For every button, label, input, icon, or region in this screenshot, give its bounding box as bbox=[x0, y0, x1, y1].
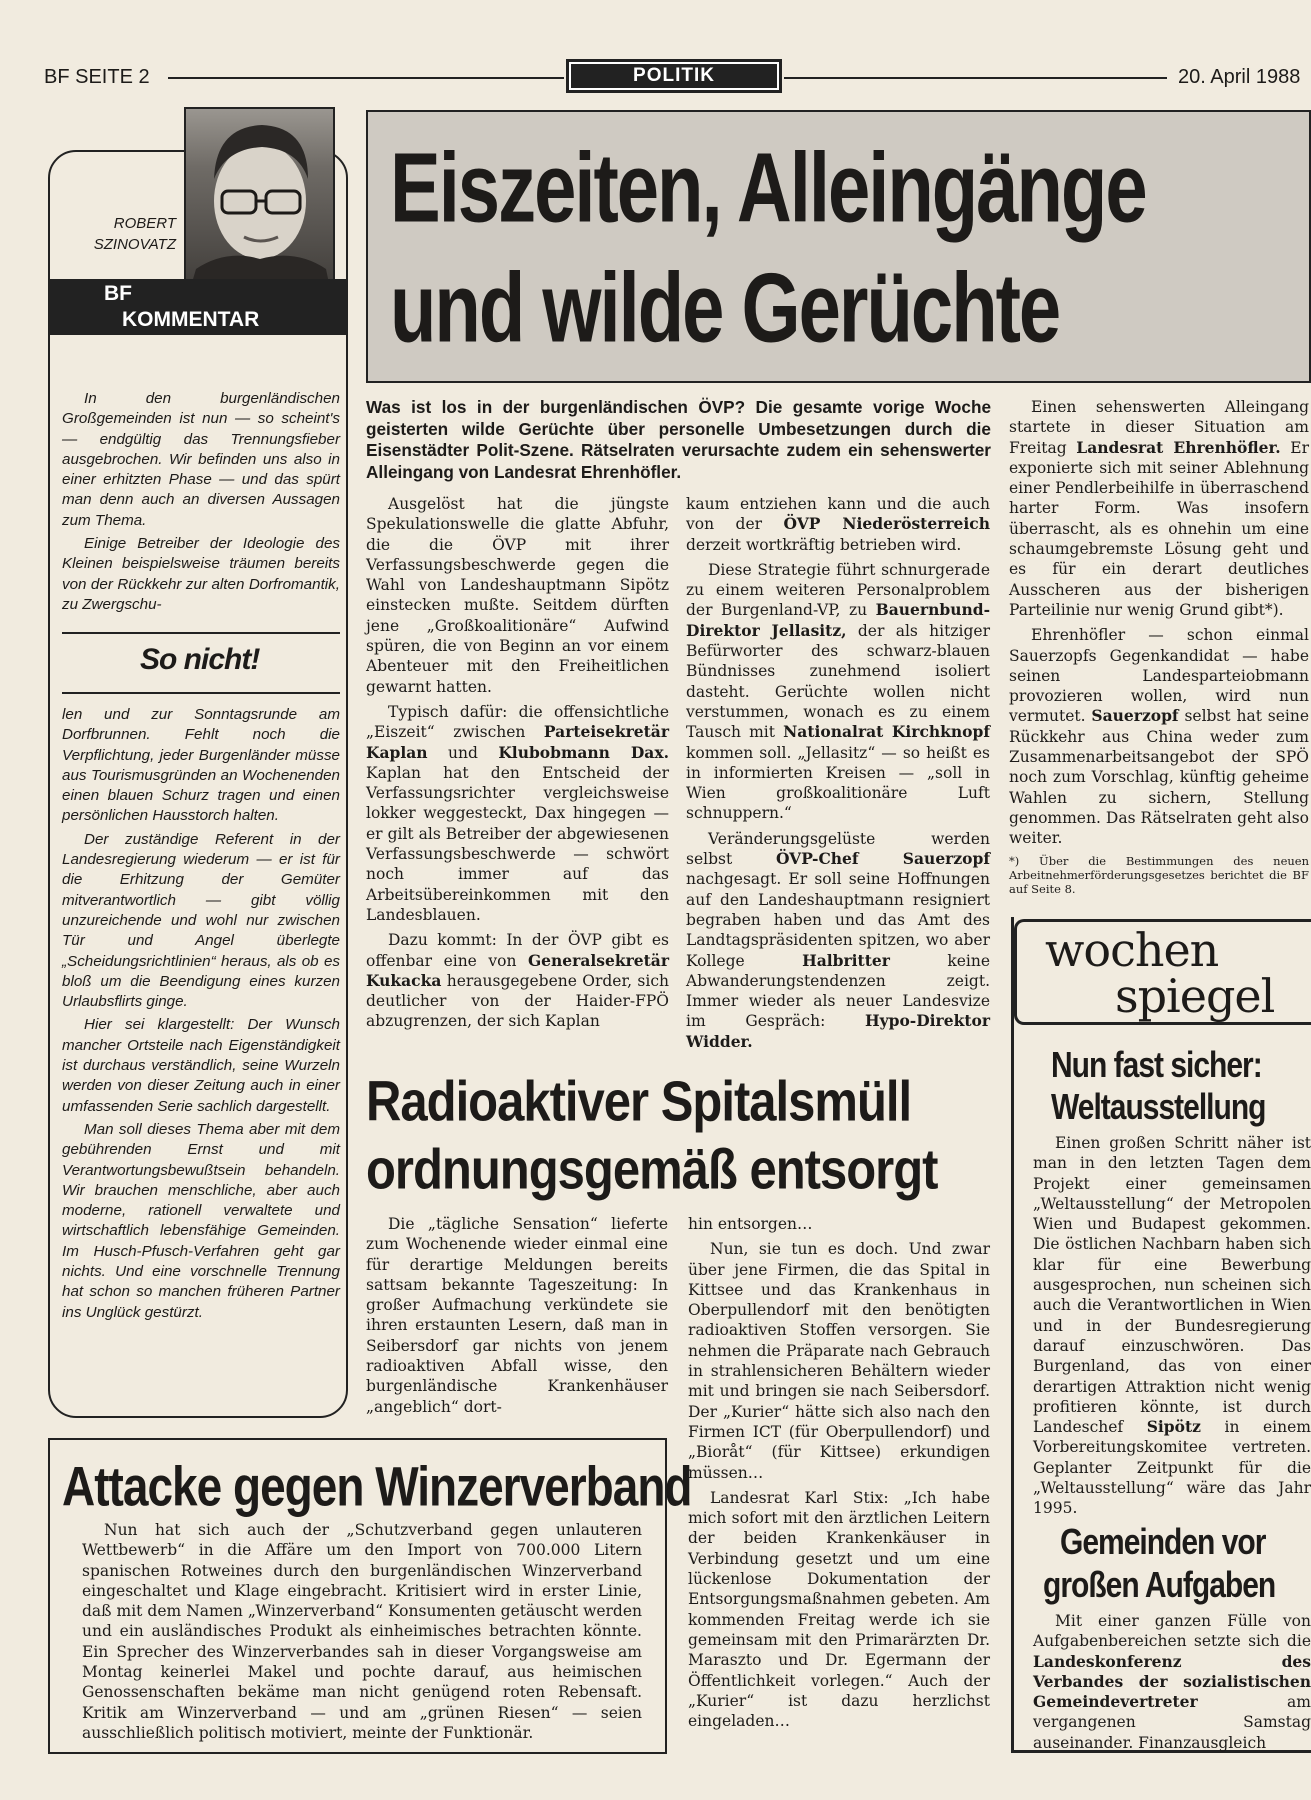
ws-item1-body bbox=[1033, 1133, 1311, 1524]
main-column-1 bbox=[366, 494, 669, 1037]
commentary-paragraph: Hier sei klargestellt: Der Wunsch mancher Ortsteile nach Eigenständigkeit ist durchaus verständlich, seine Wurzeln werden von dieser Zeitung auch in einer umfassenden Serie sachlich dargestellt. bbox=[62, 1016, 340, 1115]
main-column-3 bbox=[1009, 397, 1309, 901]
radio-paragraph: hin entsorgen… bbox=[688, 1215, 813, 1233]
kommentar-badge bbox=[48, 279, 346, 335]
header-rule-right bbox=[784, 77, 1167, 79]
main-paragraph: kaum entziehen kann und die auch von der ÖVP Niederösterreich derzeit wortkräftig betrieben wird. bbox=[686, 495, 990, 554]
footnote: *) Über die Bestimmungen des neuen Arbeitnehmerförderungsgesetzes berichtet die BF auf Seite 8. bbox=[1009, 853, 1309, 896]
main-paragraph: Ehrenhöfler — schon einmal Sauerzopfs Gegenkandidat — habe seinen Landesparteiobmann provozieren wollen, wird nun vermutet. Sauerzopf selbst hat seine Rückkehr aus China weder zum Zusammenarbeitsangebot der SPÖ noch zum Vorschlag, künftig geheime Wahlen zu sichern, Stellung genommen. Das Rätselraten geht also weiter. bbox=[1009, 626, 1309, 848]
author-last-name: SZINOVATZ bbox=[93, 236, 176, 253]
author-photo bbox=[184, 107, 335, 305]
radio-paragraph: Nun, sie tun es doch. Und zwar über jene Firmen, die das Spital in Kittsee und das Krankenhaus in Oberpullendorf mit den benötigten radioaktiven Stoffen versorgen. Sie nehmen die Präparate nach Gebrauch in strahlensicheren Behältern wieder mit und bringen sie nach Seibersdorf. Der „Kurier“ hätte sich also nach den Firmen ICT (für Oberpullendorf) und „Bioråt“ (für Kittsee) erkundigen müssen… bbox=[688, 1240, 990, 1482]
radio-headline-line2: ordnungsgemäß entsorgt bbox=[366, 1139, 938, 1202]
main-column-2 bbox=[686, 494, 990, 1057]
ws-item2-title-line2: großen Aufgaben bbox=[1043, 1566, 1276, 1606]
page-label: BF SEITE 2 bbox=[44, 66, 150, 88]
radio-paragraph: Landesrat Karl Stix: „Ich habe mich sofort mit den ärztlichen Leitern der beiden Krankenkäuser in Verbindung gesetzt und um eine lückenlose Dokumentation der Entsorgungsmaßnahmen gebeten. Am kommenden Freitag werde ich sie gemeinsam mit den Primarärzten Dr. Maraszto und Dr. Egermann der Öffentlichkeit vorlegen.“ Auch der „Kurier“ ist dazu herzlichst eingeladen… bbox=[688, 1488, 990, 1731]
commentary-paragraph: Einige Betreiber der Ideologie des Kleinen beispielsweise träumen bereits von der Rückkehr zur alten Dorfromantik, zu Zwergschu- bbox=[62, 535, 340, 613]
main-paragraph: Dazu kommt: In der ÖVP gibt es offenbar eine von Generalsekretär Kukacka herausgegebene Order, sich deutlicher von der Haider-FPÖ abzugrenzen, der sich Kaplan bbox=[366, 931, 669, 1031]
portrait-illustration bbox=[186, 109, 333, 303]
main-paragraph: Diese Strategie führt schnurgerade zu einem weiteren Personalproblem der Burgenland-VP, zu Bauernbund-Direktor Jellasitz, der als hitziger Befürworter des schwarz-blauen Bündnisses zunehmend isoliert dasteht. Gerüchte wollen nicht verstummen, wonach es zu einem Tausch mit Nationalrat Kirchknopf kommen soll. „Jellasitz“ — so heißt es in informierten Kreisen — „soll in Wien großkoalitionäre Luft schnuppern.“ bbox=[686, 560, 990, 823]
commentary-title: So nicht! bbox=[140, 643, 260, 676]
ws-item1-title-line2: Weltausstellung bbox=[1051, 1088, 1266, 1128]
main-paragraph: Typisch dafür: die offensichtliche „Eiszeit“ zwischen Parteisekretär Kaplan und Klubobmann Dax. Kaplan hat den Entscheid der Verfassungsrichter vergleichsweise lokker weggesteckt, Dax hingegen — er gilt als Betreiber der abgewiesenen Verfassungsbeschwerde — schwört noch immer auf das Arbeitsübereinkommen mit den Landesblauen. bbox=[366, 702, 669, 924]
badge-top: BF bbox=[104, 282, 132, 305]
ws-paragraph: Einen großen Schritt näher ist man in den letzten Tagen dem Projekt einer gemeinsamen „Weltausstellung“ der Metropolen Wien und Budapest gekommen. Die östlichen Nachbarn haben sich klar für eine Bewerbung ausgesprochen, nun scheinen sich auch die Verantwortlichen in Wien und in der Bundesregierung darauf einzuschwören. Das Burgenland, das von einer derartigen Attraktion nicht wenig profitieren könnte, ist durch Landeschef Sipötz in einem Vorbereitungskomitee vertreten. Geplanter Zeitpunkt für die „Weltausstellung“ wäre das Jahr 1995. bbox=[1033, 1134, 1311, 1518]
radio-paragraph: Die „tägliche Sensation“ lieferte zum Wochenende wieder einmal eine für derartige Meldungen bereits sattsam bekannte Tageszeitung: In großer Aufmachung verkündete sie ihren erstaunten Lesern, daß man in Seibersdorf gar nichts von jenem radioaktiven Abfall wisse, den burgenländische Krankenhäuser „angeblich“ dort- bbox=[366, 1215, 668, 1416]
main-paragraph: Einen sehenswerten Alleingang startete in dieser Situation am Freitag Landesrat Ehrenhöfler. Er exponierte sich mit seiner Ablehnung einer Pendlerbeihilfe in überraschend harter Form. Was insofern überrascht, als es ohnehin um eine schaumgebremste Lösung geht und es für ein derart deutliches Ausscheren aus der bisherigen Parteilinie nur wenig Grund gibt*). bbox=[1009, 398, 1309, 619]
logo-line2: spiegel bbox=[1115, 969, 1275, 1023]
badge-bottom: KOMMENTAR bbox=[122, 308, 260, 331]
main-paragraph: Veränderungsgelüste werden selbst ÖVP-Chef Sauerzopf nachgesagt. Er soll seine Hoffnungen auf den Landeshauptmann resigniert begraben haben und das Amt des Landtagspräsidenten spitzen, wo aber Kollege Halbritter keine Abwanderungstendenzen zeigt. Immer wieder als neuer Landesvize im Gespräch: Hypo-Direktor Widder. bbox=[686, 829, 991, 1051]
wochenspiegel-logo bbox=[1014, 919, 1311, 1025]
ws-item2-title-line1: Gemeinden vor bbox=[1060, 1523, 1266, 1563]
commentary-paragraph: Man soll dieses Thema aber mit dem gebührenden Ernst und mit Verantwortungsbewußtsein behandeln. Wir brauchen menschliche, aber auch moderne, rationell verwaltete und wirtschaftlich lebensfähige Gemeinden. Im Husch-Pfusch-Verfahren geht gar nichts. Und eine vorschnelle Trennung hat schon so manchen früheren Partner ins Unglück gestürzt. bbox=[62, 1120, 340, 1321]
main-headline-line1: Eiszeiten, Alleingänge bbox=[390, 133, 1146, 244]
issue-date: 20. April 1988 bbox=[1178, 66, 1301, 88]
commentary-paragraph: In den burgenländischen Großgemeinden ist nun — so scheint's — endgültig das Trennungsfieber ausgebrochen. Wir befinden uns also in einer erhitzten Phase — und das spürt man denn auch an diversen Aussagen zum Thema. bbox=[62, 390, 340, 529]
radio-column-2 bbox=[688, 1214, 990, 1736]
main-paragraph: Ausgelöst hat die jüngste Spekulationswelle die glatte Abfuhr, die die ÖVP mit ihrer Verfassungsbeschwerde gegen die Wahl von Landeshauptmann Sipötz einstecken mußte. Seitdem dürften jene „Großkoalitionäre“ Aufwind spüren, die von Beginn an vor einem Abenteuer mit den Freiheitlichen gewarnt hatten. bbox=[366, 495, 669, 696]
title-rule-top bbox=[62, 632, 340, 634]
main-lead: Was ist los in der burgenländischen ÖVP? Die gesamte vorige Woche geisterten wilde Gerüchte über personelle Umbesetzungen durch die Eisenstädter Polit-Szene. Rätselraten verursachte zudem ein sehenswerter Alleingang von Landesrat Ehrenhöfler. bbox=[366, 397, 991, 482]
author-first-name: ROBERT bbox=[113, 215, 176, 232]
ws-paragraph: Mit einer ganzen Fülle von Aufgabenbereichen setzte sich die Landeskonferenz des Verbandes der sozialistischen Gemeindevertreter am vergangenen Samstag auseinander. Finanzausgleich bbox=[1033, 1612, 1311, 1752]
radio-headline-line1: Radioaktiver Spitalsmüll bbox=[366, 1071, 912, 1134]
section-label: POLITIK bbox=[571, 64, 777, 88]
commentary-paragraph: Der zuständige Referent in der Landesregierung wiederum — er ist für die Erhitzung der Gemüter mitverantwortlich — gibt völlig unzureichende und wohl nur zwischen Tür und Angel überlegte „Scheidungsrichtlinien“ heraus, als ob es bloß um die Beendigung eines kurzen Urlaubsflirts ginge. bbox=[62, 830, 340, 1011]
title-rule-bottom bbox=[62, 692, 340, 694]
logo-line1: wochen bbox=[1045, 923, 1219, 977]
ws-item2-body bbox=[1033, 1611, 1311, 1758]
radio-column-1 bbox=[366, 1214, 668, 1422]
winzer-body bbox=[82, 1520, 642, 1748]
section-label-box bbox=[566, 59, 782, 93]
main-headline-box bbox=[366, 110, 1311, 383]
winzer-paragraph: Nun hat sich auch der „Schutzverband gegen unlauteren Wettbewerb“ in die Affäre um den Import von 700.000 Litern spanischen Rotweines durch den burgenländischen Winzerverband eingeschaltet und Klage eingebracht. Kritisiert wird in erster Linie, daß mit dem Namen „Winzerverband“ Konsumenten getäuscht werden und ein ausländisches Produkt als einheimisches betrachten könnte. Ein Sprecher des Winzerverbandes sah in dieser Vorgangsweise am Montag keinerlei Makel und pochte darauf, aus heimischen Genossenschaften bekäme man nicht genügend roten Rebensaft. Kritik am Winzerverband — und am „grünen Riesen“ — seien ausschließlich politisch motiviert, meinte der Funktionär. bbox=[82, 1521, 642, 1742]
main-headline-line2: und wilde Gerüchte bbox=[390, 253, 1060, 364]
ws-item1-title-line1: Nun fast sicher: bbox=[1051, 1046, 1262, 1086]
commentary-body-bottom bbox=[62, 705, 340, 1326]
commentary-body-top bbox=[62, 389, 340, 618]
header-rule-left bbox=[168, 77, 564, 79]
winzer-headline: Attacke gegen Winzerverband bbox=[62, 1455, 692, 1518]
winzer-box bbox=[48, 1438, 692, 1754]
commentary-paragraph: len und zur Sonntagsrunde am Dorfbrunnen. Fehlt noch die Verpflichtung, jeder Burgenländer müsse aus Tourismusgründen an Wochenenden einen blauen Schurz tragen und einen persönlichen Hausstorch halten. bbox=[62, 706, 340, 825]
